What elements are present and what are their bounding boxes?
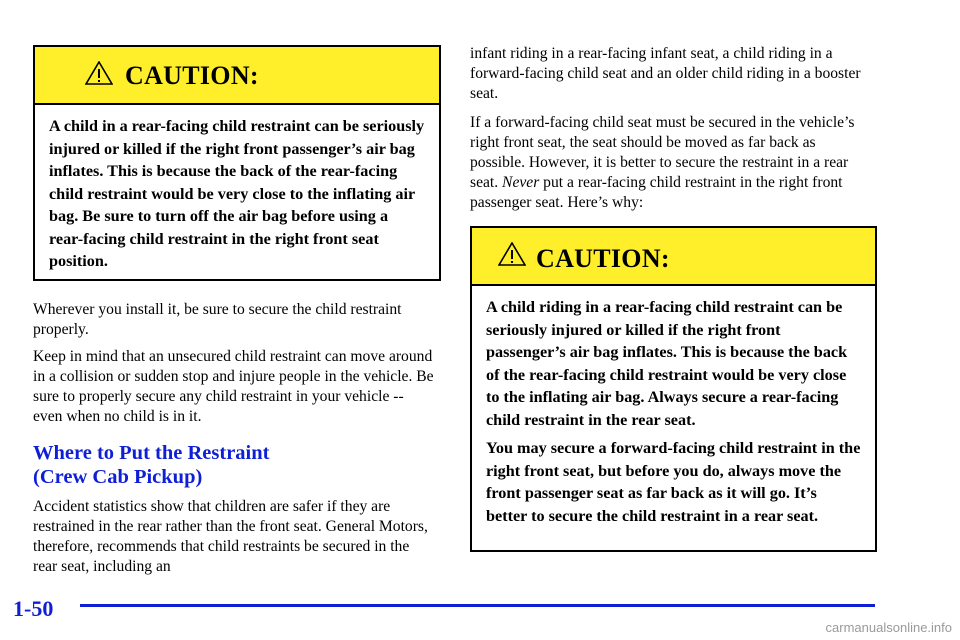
caution-text-left [35,105,439,273]
paragraph-infant: infant riding in a rear-facing infant seat, a child riding in a forward-facing child seat and an older child riding in a booster seat. [470,45,861,102]
section-heading [33,441,433,489]
footer-rule [80,604,875,607]
watermark: carmanualsonline.info [825,620,952,635]
paragraph-forward-facing [470,113,866,213]
warning-triangle-icon [498,242,526,266]
heading-line-2: (Crew Cab Pickup) [33,466,203,488]
caution-paragraph: You may secure a forward-facing child restraint in the right front seat, but before you do, always move the front passenger seat as far back as it will go. It’s better to secure the child restraint in a rear seat. [486,439,861,525]
warning-triangle-icon [85,61,113,85]
caution-text-right [472,286,875,527]
caution-title-left: CAUTION: [125,61,259,90]
caution-paragraph: A child riding in a rear-facing child restraint can be seriously injured or killed if the right front passenger’s air bag inflates. This is because the back of the rear-facing child restraint would be very close to the inflating air bag. Always secure a rear-facing child restraint in the rear seat. [486,298,848,429]
caution-paragraph: A child in a rear-facing child restraint can be seriously injured or killed if the right front passenger’s air bag inflates. This is because the back of the rear-facing child restraint would be very close to the inflating air bag. Be sure to turn off the air bag before using a rear-facing child restraint in the right front seat position. [49,117,425,270]
caution-title-right: CAUTION: [536,244,670,273]
emphasis-never: Never [502,174,540,191]
paragraph-statistics: Accident statistics show that children are safer if they are restrained in the rear rather than the front seat. General Motors, therefore, recommends that child restraints be secured in the rear seat, including an [33,498,428,575]
paragraph-unsecured: Keep in mind that an unsecured child restraint can move around in a collision or sudden stop and injure people in the vehicle. Be sure to properly secure any child restraint in your vehicle -- even when no child is in it. [33,348,434,425]
text-run: put a rear-facing child restraint in the right front passenger seat. Here’s why: [470,174,843,211]
caution-box-left [33,45,441,281]
heading-line-1: Where to Put the Restraint [33,442,270,464]
caution-header-right [472,228,875,286]
text-run: If a forward-facing child seat must be secured in the vehicle’s right front seat, the seat should be moved as far back as possible. However, it is better to secure the restraint in a rear seat. [470,114,855,191]
paragraph-install: Wherever you install it, be sure to secure the child restraint properly. [33,301,402,338]
caution-header-left [35,47,439,105]
caution-box-right [470,226,877,552]
page-number: 1-50 [13,596,54,621]
